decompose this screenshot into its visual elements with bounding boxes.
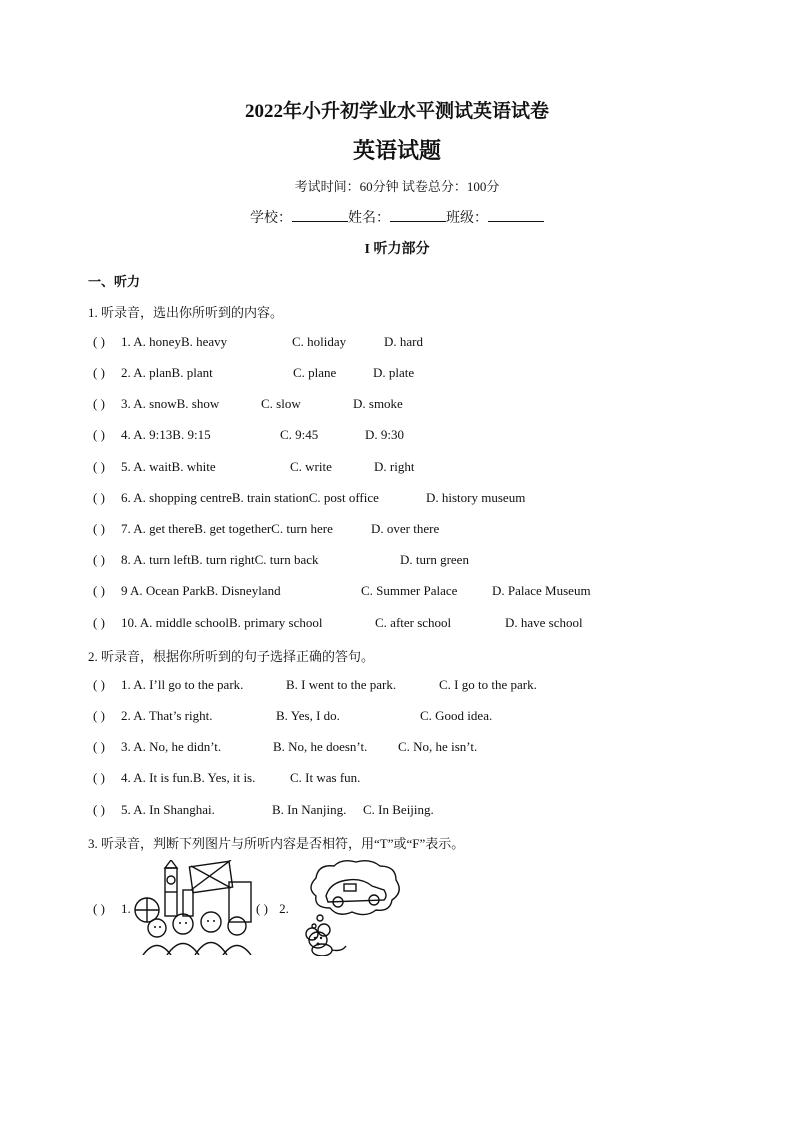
- option-a: 3. A. No, he didn’t.: [121, 739, 222, 754]
- option-b: B. No, he doesn’t.: [273, 739, 368, 754]
- option-b: B. I went to the park.: [286, 677, 397, 692]
- option-ab: 9 A. Ocean ParkB. Disneyland: [121, 583, 281, 598]
- option-c: C. write: [290, 459, 332, 474]
- city-tourists-illustration: [133, 860, 255, 955]
- school-blank: [292, 207, 348, 222]
- option-abc: 8. A. turn leftB. turn rightC. turn back: [121, 552, 319, 567]
- option-d: D. history museum: [426, 490, 526, 505]
- answer-paren: ( ): [93, 521, 105, 536]
- option-ab: 10. A. middle schoolB. primary school: [121, 615, 323, 630]
- option-d: D. Palace Museum: [492, 583, 591, 598]
- answer-paren: ( ): [93, 677, 105, 692]
- mouse-dreaming-car-illustration: [296, 858, 406, 956]
- answer-paren: ( ): [93, 396, 105, 411]
- option-d: D. smoke: [353, 396, 403, 411]
- option-ab: 2. A. planB. plant: [121, 365, 213, 380]
- answer-paren: ( ): [93, 365, 105, 380]
- option-c: C. 9:45: [280, 427, 319, 442]
- item-number: 2.: [279, 901, 289, 916]
- answer-paren: ( ): [93, 427, 105, 442]
- section-title: 一、听力: [88, 274, 141, 289]
- option-ab: 1. A. honeyB. heavy: [121, 334, 228, 349]
- answer-paren: ( ): [93, 802, 105, 817]
- part-title: I 听力部分: [364, 242, 430, 257]
- class-label: 班级：: [446, 211, 488, 226]
- option-d: D. 9:30: [365, 427, 404, 442]
- option-c: C. Good idea.: [420, 708, 493, 723]
- option-a: 2. A. That’s right.: [121, 708, 213, 723]
- option-a: 5. A. In Shanghai.: [121, 802, 215, 817]
- class-blank: [488, 207, 544, 222]
- option-c: C. It was fun.: [290, 770, 361, 785]
- q2-instruction: 2. 听录音，根据你所听到的句子选择正确的答句。: [88, 649, 375, 664]
- answer-paren: ( ): [93, 901, 105, 916]
- item-number: 1.: [121, 901, 131, 916]
- student-info: [0, 207, 794, 227]
- answer-paren: ( ): [93, 490, 105, 505]
- name-label: 姓名：: [348, 211, 390, 226]
- option-d: D. over there: [371, 521, 440, 536]
- answer-paren: ( ): [93, 334, 105, 349]
- option-d: D. turn green: [400, 552, 469, 567]
- option-ab: 5. A. waitB. white: [121, 459, 216, 474]
- option-abc: 6. A. shopping centreB. train stationC. post office: [121, 490, 379, 505]
- answer-paren: ( ): [93, 459, 105, 474]
- q1-instruction: 1. 听录音，选出你所听到的内容。: [88, 305, 284, 320]
- option-c: C. Summer Palace: [361, 583, 458, 598]
- option-c: C. In Beijing.: [363, 802, 434, 817]
- school-label: 学校：: [250, 211, 292, 226]
- option-c: C. No, he isn’t.: [398, 739, 478, 754]
- answer-paren: ( ): [93, 552, 105, 567]
- option-d: D. have school: [505, 615, 583, 630]
- exam-info: 考试时间：60分钟 试卷总分：100分: [294, 179, 500, 194]
- option-d: D. right: [374, 459, 415, 474]
- option-ab: 4. A. It is fun.B. Yes, it is.: [121, 770, 256, 785]
- answer-paren: ( ): [93, 615, 105, 630]
- answer-paren: ( ): [93, 583, 105, 598]
- exam-subtitle: 英语试题: [352, 138, 441, 163]
- option-ab: 3. A. snowB. show: [121, 396, 220, 411]
- option-d: D. hard: [384, 334, 423, 349]
- option-c: C. after school: [375, 615, 452, 630]
- option-c: C. holiday: [292, 334, 347, 349]
- option-b: B. Yes, I do.: [276, 708, 340, 723]
- exam-title: 2022年小升初学业水平测试英语试卷: [244, 101, 549, 122]
- option-c: C. plane: [293, 365, 337, 380]
- option-c: C. slow: [261, 396, 301, 411]
- answer-paren: ( ): [93, 770, 105, 785]
- option-a: 1. A. I’ll go to the park.: [121, 677, 244, 692]
- option-c: C. I go to the park.: [439, 677, 537, 692]
- option-b: B. In Nanjing.: [272, 802, 347, 817]
- option-abc: 7. A. get thereB. get togetherC. turn here: [121, 521, 333, 536]
- answer-paren: ( ): [93, 708, 105, 723]
- q3-item: [256, 901, 289, 917]
- answer-paren: ( ): [256, 901, 268, 916]
- name-blank: [390, 207, 446, 222]
- option-ab: 4. A. 9:13B. 9:15: [121, 427, 211, 442]
- answer-paren: ( ): [93, 739, 105, 754]
- option-d: D. plate: [373, 365, 415, 380]
- q3-instruction: 3. 听录音，判断下列图片与所听内容是否相符，用“T”或“F”表示。: [88, 836, 465, 851]
